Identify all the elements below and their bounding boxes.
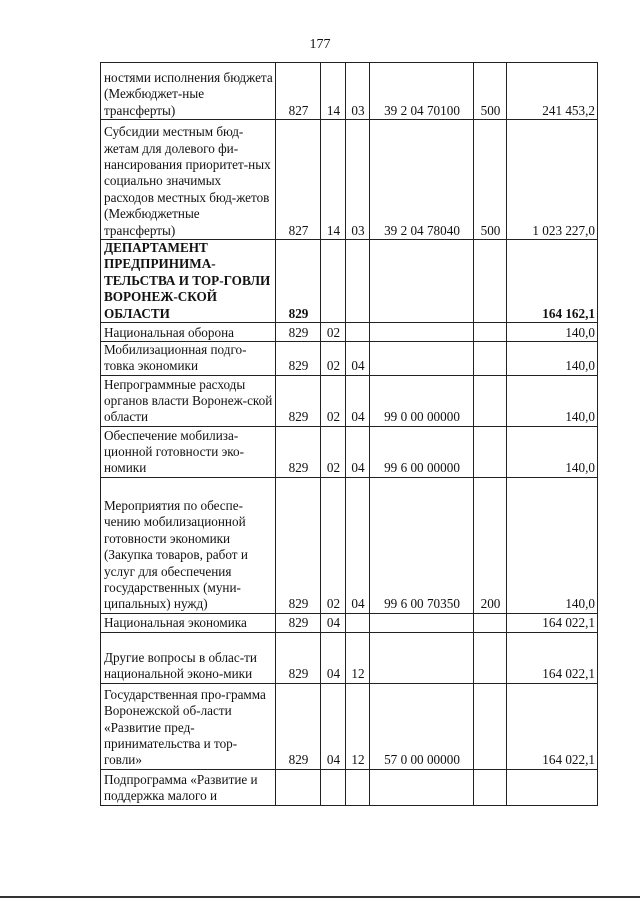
row-subsection-cell: 12: [346, 632, 370, 683]
table-row: [101, 323, 598, 342]
table-row: [101, 240, 598, 323]
row-section-cell: [321, 240, 346, 323]
row-sum-cell: 164 162,1: [507, 240, 598, 323]
row-expense-type-cell: 500: [474, 63, 507, 120]
row-section-cell: 02: [321, 375, 346, 426]
table-row: [101, 63, 598, 120]
row-name-cell: ностями исполнения бюджета (Межбюджет-ные трансферты): [101, 63, 276, 120]
row-dept-code-cell: 829: [276, 613, 321, 632]
row-dept-code-cell: 829: [276, 240, 321, 323]
row-sum-cell: 140,0: [507, 323, 598, 342]
row-name-cell: Мобилизационная подго-товка экономики: [101, 342, 276, 376]
table-row: [101, 342, 598, 376]
row-expense-type-cell: [474, 375, 507, 426]
row-subsection-cell: 04: [346, 477, 370, 613]
row-expense-type-cell: 500: [474, 120, 507, 240]
row-dept-code-cell: 829: [276, 477, 321, 613]
table-row: [101, 613, 598, 632]
row-subsection-cell: [346, 769, 370, 805]
row-name-cell: Субсидии местным бюд-жетам для долевого фи-нансирования приоритет-ных социально значимых расходов местных бюд-жетов (Межбюджетные трансферты): [101, 120, 276, 240]
row-target-article-cell: [370, 769, 474, 805]
row-expense-type-cell: [474, 323, 507, 342]
row-section-cell: [321, 769, 346, 805]
row-target-article-cell: [370, 342, 474, 376]
row-section-cell: 04: [321, 632, 346, 683]
row-sum-cell: 164 022,1: [507, 613, 598, 632]
row-name-cell: Государственная про-грамма Воронежской об-ласти «Развитие пред-принимательства и тор-говли»: [101, 683, 276, 769]
row-sum-cell: [507, 769, 598, 805]
row-sum-cell: 164 022,1: [507, 632, 598, 683]
row-dept-code-cell: 829: [276, 342, 321, 376]
row-expense-type-cell: [474, 342, 507, 376]
row-dept-code-cell: 829: [276, 426, 321, 477]
row-dept-code-cell: 829: [276, 683, 321, 769]
row-expense-type-cell: [474, 769, 507, 805]
row-sum-cell: 164 022,1: [507, 683, 598, 769]
row-sum-cell: 140,0: [507, 375, 598, 426]
row-target-article-cell: 99 6 00 00000: [370, 426, 474, 477]
row-subsection-cell: 03: [346, 120, 370, 240]
row-dept-code-cell: 827: [276, 120, 321, 240]
row-target-article-cell: [370, 240, 474, 323]
row-expense-type-cell: [474, 683, 507, 769]
row-sum-cell: 140,0: [507, 342, 598, 376]
table-row: [101, 769, 598, 805]
budget-table-body: [101, 63, 598, 806]
row-section-cell: 04: [321, 683, 346, 769]
row-subsection-cell: 03: [346, 63, 370, 120]
row-target-article-cell: 99 6 00 70350: [370, 477, 474, 613]
row-target-article-cell: 39 2 04 78040: [370, 120, 474, 240]
row-section-cell: 14: [321, 63, 346, 120]
row-section-cell: 02: [321, 342, 346, 376]
row-dept-code-cell: 829: [276, 323, 321, 342]
row-sum-cell: 1 023 227,0: [507, 120, 598, 240]
row-expense-type-cell: [474, 632, 507, 683]
row-target-article-cell: [370, 613, 474, 632]
bottom-rule: [0, 896, 640, 898]
row-section-cell: 02: [321, 426, 346, 477]
row-target-article-cell: [370, 323, 474, 342]
row-expense-type-cell: 200: [474, 477, 507, 613]
row-target-article-cell: 57 0 00 00000: [370, 683, 474, 769]
row-subsection-cell: 04: [346, 342, 370, 376]
row-target-article-cell: 99 0 00 00000: [370, 375, 474, 426]
page-number: 177: [309, 37, 331, 52]
row-dept-code-cell: 829: [276, 375, 321, 426]
row-subsection-cell: [346, 240, 370, 323]
row-sum-cell: 140,0: [507, 477, 598, 613]
row-target-article-cell: [370, 632, 474, 683]
table-row: [101, 632, 598, 683]
table-row: [101, 477, 598, 613]
row-name-cell: ДЕПАРТАМЕНТ ПРЕДПРИНИМА-ТЕЛЬСТВА И ТОР-ГОВЛИ ВОРОНЕЖ-СКОЙ ОБЛАСТИ: [101, 240, 276, 323]
row-subsection-cell: [346, 323, 370, 342]
row-name-cell: Национальная экономика: [101, 613, 276, 632]
row-target-article-cell: 39 2 04 70100: [370, 63, 474, 120]
table-row: [101, 426, 598, 477]
row-section-cell: 14: [321, 120, 346, 240]
row-sum-cell: 140,0: [507, 426, 598, 477]
table-row: [101, 120, 598, 240]
row-name-cell: Мероприятия по обеспе-чению мобилизационной готовности экономики (Закупка товаров, работ и услуг для обеспечения государственных (муни-ципальных) нужд): [101, 477, 276, 613]
row-subsection-cell: 04: [346, 426, 370, 477]
row-expense-type-cell: [474, 240, 507, 323]
row-name-cell: Обеспечение мобилиза-ционной готовности эко-номики: [101, 426, 276, 477]
row-expense-type-cell: [474, 426, 507, 477]
budget-table: [100, 62, 598, 806]
row-expense-type-cell: [474, 613, 507, 632]
row-name-cell: Подпрограмма «Развитие и поддержка малого и: [101, 769, 276, 805]
row-dept-code-cell: [276, 769, 321, 805]
table-row: [101, 683, 598, 769]
row-subsection-cell: [346, 613, 370, 632]
row-section-cell: 02: [321, 323, 346, 342]
row-dept-code-cell: 827: [276, 63, 321, 120]
row-subsection-cell: 04: [346, 375, 370, 426]
row-dept-code-cell: 829: [276, 632, 321, 683]
row-sum-cell: 241 453,2: [507, 63, 598, 120]
row-name-cell: Непрограммные расходы органов власти Воронеж-ской области: [101, 375, 276, 426]
table-row: [101, 375, 598, 426]
row-section-cell: 02: [321, 477, 346, 613]
row-name-cell: Национальная оборона: [101, 323, 276, 342]
row-name-cell: Другие вопросы в облас-ти национальной эконо-мики: [101, 632, 276, 683]
row-subsection-cell: 12: [346, 683, 370, 769]
row-section-cell: 04: [321, 613, 346, 632]
